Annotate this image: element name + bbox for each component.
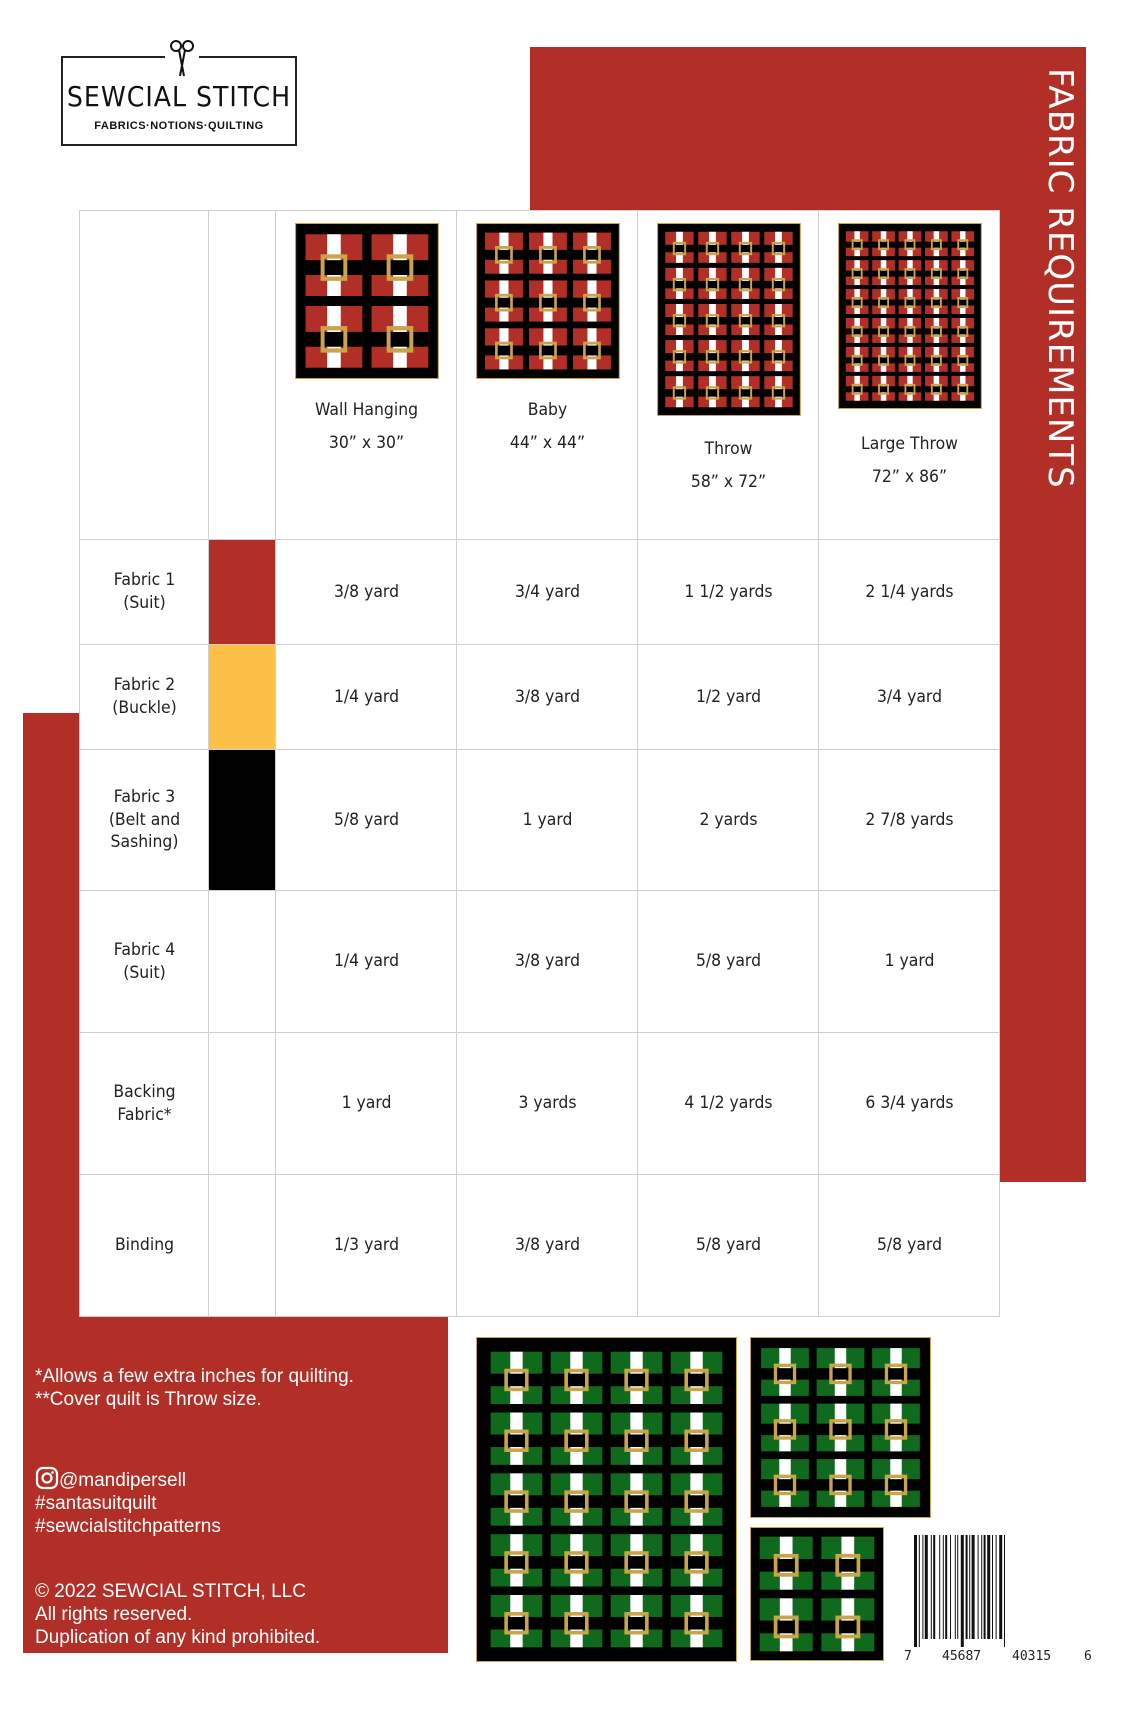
color-swatch-white: [209, 891, 276, 1033]
value-cell: 5/8 yard: [826, 1175, 993, 1317]
value-cell: 1 yard: [283, 1033, 450, 1175]
table-row: [80, 1033, 1000, 1175]
row-label-line: Sashing): [110, 832, 178, 853]
row-label-line: Fabric 2: [113, 675, 175, 696]
value-cell: 2 yards: [645, 750, 812, 891]
value-cell: 5/8 yard: [645, 1175, 812, 1317]
section-title: [1018, 68, 1098, 489]
row-label-line: Fabric 1: [113, 570, 175, 591]
legal-block: [35, 1580, 320, 1649]
row-label-line: Fabric 4: [113, 939, 175, 960]
barcode-bars: [912, 1535, 1076, 1647]
value-cell: 5/8 yard: [283, 750, 450, 891]
table-row: [80, 1175, 1000, 1317]
section-title-text: FABRIC REQUIREMENTS: [1040, 68, 1080, 489]
green-quilt-medium: [750, 1337, 931, 1518]
size-name: Large Throw: [860, 434, 958, 454]
value-cell: 1 yard: [464, 750, 631, 891]
value-cell: 3 yards: [464, 1033, 631, 1175]
row-label-line: Fabric*: [116, 1104, 172, 1125]
value-cell: 1 1/2 yards: [645, 540, 812, 645]
social-block: [35, 1466, 221, 1538]
quilt-image-large-throw: [837, 223, 981, 409]
table-header-row: [80, 211, 1000, 540]
barcode-digit: 7: [904, 1649, 912, 1664]
header-swatch-blank: [211, 211, 273, 540]
size-name: Wall Hanging: [314, 400, 418, 420]
row-label-line: Backing: [112, 1081, 176, 1102]
table-row: [80, 891, 1000, 1033]
value-cell: 5/8 yard: [645, 891, 812, 1033]
green-quilt-small: [750, 1527, 884, 1661]
value-cell: 3/8 yard: [464, 645, 631, 750]
row-label: [85, 891, 204, 1033]
size-column-throw: [645, 211, 812, 540]
size-name: Throw: [704, 439, 752, 459]
value-cell: 1/3 yard: [283, 1175, 450, 1317]
value-cell: 1/4 yard: [283, 645, 450, 750]
barcode-digit: 6: [1084, 1649, 1092, 1664]
row-label-line: Fabric 3: [113, 786, 175, 807]
size-column-baby: [464, 211, 631, 540]
size-dims: 30” x 30”: [328, 432, 404, 453]
row-label: [85, 1175, 204, 1317]
value-cell: 1/2 yard: [645, 645, 812, 750]
table-row: [80, 645, 1000, 750]
color-swatch-black: [209, 750, 276, 891]
hashtag: #santasuitquilt: [35, 1493, 157, 1514]
value-cell: 2 7/8 yards: [826, 750, 993, 891]
green-quilt-large: [476, 1337, 737, 1662]
quilt-image-throw: [656, 223, 800, 416]
row-label-line: (Suit): [122, 593, 166, 613]
copyright: © 2022 SEWCIAL STITCH, LLC: [35, 1581, 306, 1602]
hashtag: #sewcialstitchpatterns: [35, 1516, 221, 1537]
row-label: [85, 1033, 204, 1175]
quilt-image-wall-hanging: [294, 223, 438, 379]
size-dims: 72” x 86”: [871, 466, 947, 487]
value-cell: 3/4 yard: [464, 540, 631, 645]
row-label: [85, 750, 204, 891]
footnotes: [35, 1365, 354, 1411]
size-dims: 58” x 72”: [690, 471, 766, 492]
value-cell: 2 1/4 yards: [826, 540, 993, 645]
color-swatch-blank: [209, 1175, 276, 1317]
color-swatch-red: [209, 540, 276, 645]
barcode-digit: 40315: [1012, 1649, 1052, 1664]
instagram-line[interactable]: [35, 1466, 221, 1492]
fabric-requirements-table: [79, 210, 1000, 1317]
quilt-image-baby: [475, 223, 619, 379]
color-swatch-yellow: [209, 645, 276, 750]
value-cell: 3/8 yard: [283, 540, 450, 645]
brand-tagline: FABRICS·NOTIONS·QUILTING: [94, 120, 264, 132]
row-label-line: (Buckle): [111, 698, 177, 718]
row-label-line: Binding: [114, 1235, 174, 1256]
row-label: [85, 645, 204, 750]
header-blank: [85, 211, 204, 540]
footnote: *Allows a few extra inches for quilting.: [35, 1366, 354, 1387]
size-column-large-throw: [826, 211, 993, 540]
table-row: [80, 750, 1000, 891]
size-column-wall-hanging: [283, 211, 450, 540]
value-cell: 6 3/4 yards: [826, 1033, 993, 1175]
size-name: Baby: [527, 400, 567, 420]
row-label-line: (Suit): [122, 962, 166, 983]
barcode: [904, 1535, 1092, 1665]
color-swatch-blank: [209, 1033, 276, 1175]
value-cell: 3/8 yard: [464, 891, 631, 1033]
row-label-line: (Belt and: [108, 809, 180, 830]
brand-logo: [61, 56, 297, 146]
value-cell: 4 1/2 yards: [645, 1033, 812, 1175]
row-label: [85, 540, 204, 645]
value-cell: 1 yard: [826, 891, 993, 1033]
scissors-icon: [165, 38, 199, 78]
barcode-digit: 45687: [942, 1649, 982, 1664]
table-row: [80, 540, 1000, 645]
instagram-icon: [35, 1466, 59, 1490]
size-dims: 44” x 44”: [509, 432, 585, 453]
value-cell: 3/8 yard: [464, 1175, 631, 1317]
rights: All rights reserved.: [35, 1604, 193, 1625]
duplication-notice: Duplication of any kind prohibited.: [35, 1627, 321, 1648]
instagram-handle: @mandipersell: [59, 1470, 187, 1491]
value-cell: 3/4 yard: [826, 645, 993, 750]
value-cell: 1/4 yard: [283, 891, 450, 1033]
footnote: **Cover quilt is Throw size.: [35, 1389, 262, 1410]
brand-name: SEWCIAL STITCH: [66, 80, 292, 113]
